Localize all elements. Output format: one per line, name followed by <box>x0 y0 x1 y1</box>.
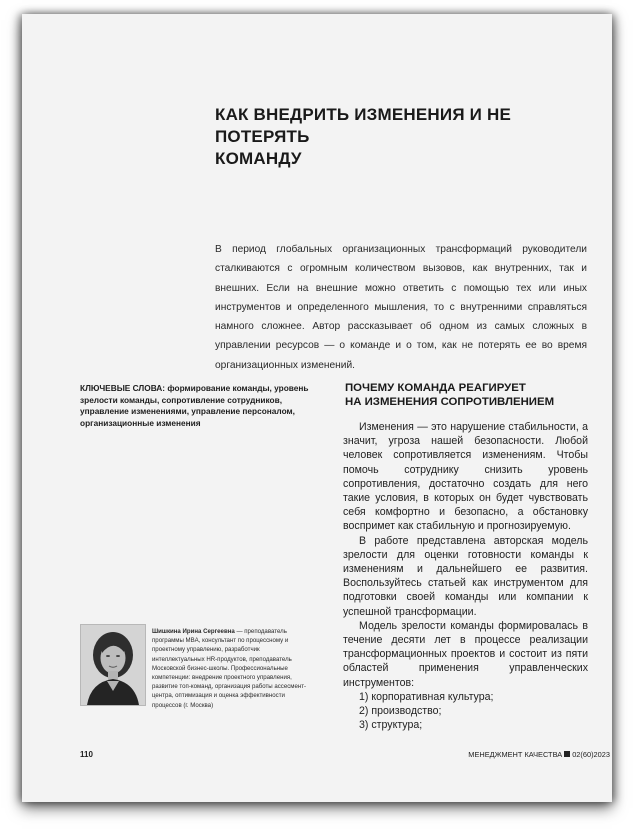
keywords-block <box>80 383 315 429</box>
section-heading <box>345 381 595 409</box>
page-number: 110 <box>80 750 93 759</box>
section-heading-line-1: ПОЧЕМУ КОМАНДА РЕАГИРУЕТ <box>345 382 526 394</box>
author-bio <box>152 627 310 710</box>
list-item: 3) структура; <box>359 719 423 732</box>
article-title-line-2: КОМАНДУ <box>215 149 302 168</box>
keywords-label: КЛЮЧЕВЫЕ СЛОВА: <box>80 383 166 393</box>
journal-footer <box>468 750 610 759</box>
article-body <box>343 420 588 732</box>
body-paragraph: Изменения — это нарушение стабильности, а значит, угроза нашей безопасности. Любой человек сопротивляется изменениям. Чтобы помочь сотруднику снизить уровень сопротивления, достаточно создать для него такие условия, в которых он будет чувствовать себя комфортно и безопасно, а обстановку воспримет как стабильную и прогнозируемую. <box>343 421 588 533</box>
separator-square-icon <box>564 751 570 757</box>
list-item: 2) производство; <box>359 705 442 718</box>
section-heading-line-2: НА ИЗМЕНЕНИЯ СОПРОТИВЛЕНИЕМ <box>345 396 555 408</box>
article-title <box>215 104 595 170</box>
body-paragraph: Модель зрелости команды формировалась в течение десяти лет в процессе реализации трансформационных проектов и состоит из пяти областей применения управленческих инструментов: <box>343 619 588 689</box>
body-paragraph: В работе представлена авторская модель зрелости для оценки готовности команды к изменениям и дальнейшего ее развития. Воспользуйтесь статьей как инструментом для подготовки своей команды или компании к успешной трансформации. <box>343 534 588 618</box>
journal-issue: 02(60)2023 <box>572 750 610 759</box>
article-lead <box>215 240 587 375</box>
journal-name: МЕНЕДЖМЕНТ КАЧЕСТВА <box>468 750 563 759</box>
author-portrait-image <box>81 625 145 705</box>
author-name: Шишкина Ирина Сергеевна <box>152 628 235 635</box>
author-photo <box>80 624 146 706</box>
article-title-line-1: КАК ВНЕДРИТЬ ИЗМЕНЕНИЯ И НЕ ПОТЕРЯТЬ <box>215 105 512 146</box>
lead-paragraph: В период глобальных организационных трансформаций руководители сталкиваются с огромным количеством вызовов, как внутренних, так и внешних. Если на внешние можно ответить с помощью тех или иных инструментов и определенного мышления, то с внутренними справляться намного сложнее. Автор рассказывает об одном из самых сложных в управлении ресурсов — о команде и о том, как не потерять ее во время организационных изменений. <box>215 244 587 371</box>
keywords-text: формирование команды, уровень зрелости команды, сопротивление сотрудников, управление изменениями, управление персоналом, организационные изменения <box>80 383 309 428</box>
author-description: — преподаватель программы MBA, консультант по процессному и проектному управлению, разработчик интеллектуальных HR-продуктов, преподаватель Московской бизнес-школы. Профессиональные компетенции: внедрение проектного управления, развитие топ-команд, организация работы ассесмент-центра, оптимизация и оценка эффективности процессов (г. Москва) <box>152 628 307 709</box>
list-item: 1) корпоративная культура; <box>359 690 494 703</box>
